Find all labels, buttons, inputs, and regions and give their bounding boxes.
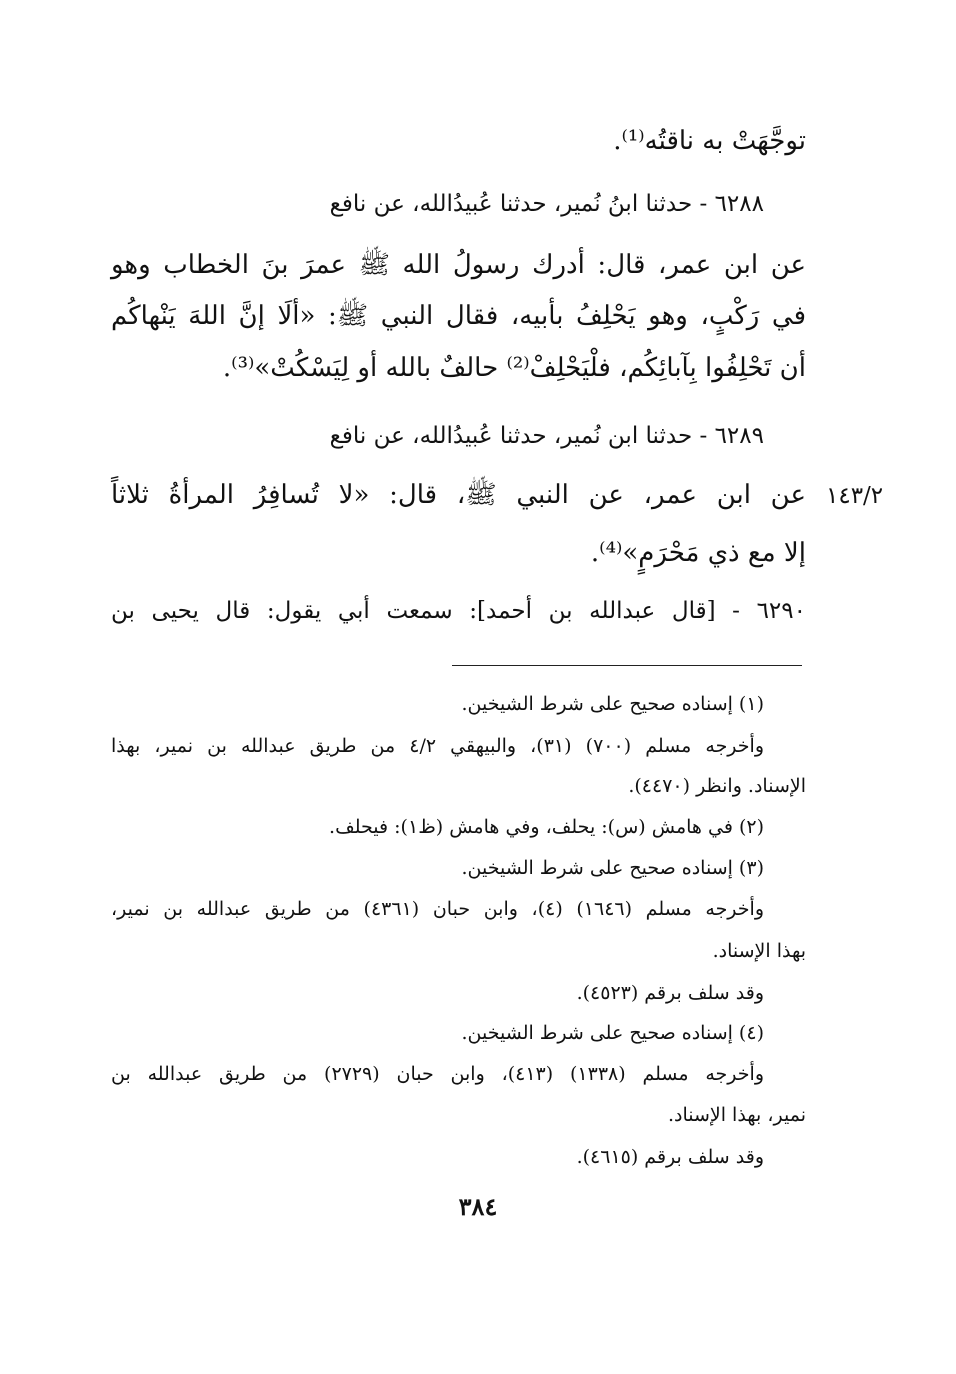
footnote-4-heading: (٤) إسناده صحيح على شرط الشيخين.	[461, 1022, 764, 1044]
hadith-6289-line-1: عن ابن عمر، عن النبي ﷺ، قال: «لا تُسافِرُ المرأةُ ثلاثاً	[111, 480, 806, 510]
footnote-3-line-3: وقد سلف برقم (٤٥٢٣).	[576, 982, 764, 1004]
footnote-1-heading: (١) إسناده صحيح على شرط الشيخين.	[461, 693, 764, 715]
footnote-separator	[452, 665, 802, 666]
footnote-4-line-1: وأخرجه مسلم (١٣٣٨) (٤١٣)، وابن حبان (٢٧٢٩) من طريق عبدالله بن	[111, 1063, 764, 1085]
margin-volume-page-ref: ١٤٣/٢	[826, 483, 884, 509]
hadith-6289-line-2: إلا مع ذي مَحْرَمٍ»⁽⁴⁾.	[590, 538, 806, 568]
hadith-6288-line-3: أن تَحْلِفُوا بِآبائِكُم، فلْيَحْلِفْ⁽²⁾ حالفٌ بالله أو لِيَسْكُتْ»⁽³⁾.	[222, 353, 806, 383]
footnote-2: (٢) في هامش (س): يحلف، وفي هامش (ظ١): فيحلف.	[329, 816, 764, 838]
footnote-3-line-2: بهذا الإسناد.	[712, 940, 806, 962]
page-number: ٣٨٤	[458, 1192, 498, 1221]
text-line-continuation: توجَّهَتْ به ناقتُه⁽¹⁾.	[613, 126, 806, 156]
footnote-4-line-3: وقد سلف برقم (٤٦١٥).	[576, 1146, 764, 1168]
footnote-4-line-2: نمير، بهذا الإسناد.	[667, 1104, 806, 1126]
footnote-3-heading: (٣) إسناده صحيح على شرط الشيخين.	[461, 857, 764, 879]
footnote-1-line-1: وأخرجه مسلم (٧٠٠) (٣١)، والبيهقي ٤/٢ من طريق عبدالله بن نمير، بهذا	[111, 735, 764, 757]
hadith-6289-isnad: ٦٢٨٩ - حدثنا ابن نُمير، حدثنا عُبيدُالله، عن نافع	[329, 423, 764, 449]
footnote-3-line-1: وأخرجه مسلم (١٦٤٦) (٤)، وابن حبان (٤٣٦١) من طريق عبدالله بن نمير،	[111, 898, 764, 920]
hadith-6288-line-2: في رَكْبٍ، وهو يَحْلِفُ بأبيه، فقال النبي ﷺ: «ألَا إنَّ اللهَ يَنْهاكُم	[111, 301, 806, 331]
footnote-1-line-2: الإسناد. وانظر (٤٤٧٠).	[628, 775, 806, 797]
hadith-6288-line-1: عن ابن عمر، قال: أدرك رسولُ الله ﷺ عمرَ بنَ الخطاب وهو	[111, 250, 806, 280]
hadith-6288-isnad: ٦٢٨٨ - حدثنا ابنُ نُمير، حدثنا عُبيدُالله، عن نافع	[329, 191, 764, 217]
hadith-6290-isnad: ٦٢٩٠ - [قال عبدالله بن أحمد]: سمعت أبي يقول: قال يحيى بن	[111, 598, 806, 624]
